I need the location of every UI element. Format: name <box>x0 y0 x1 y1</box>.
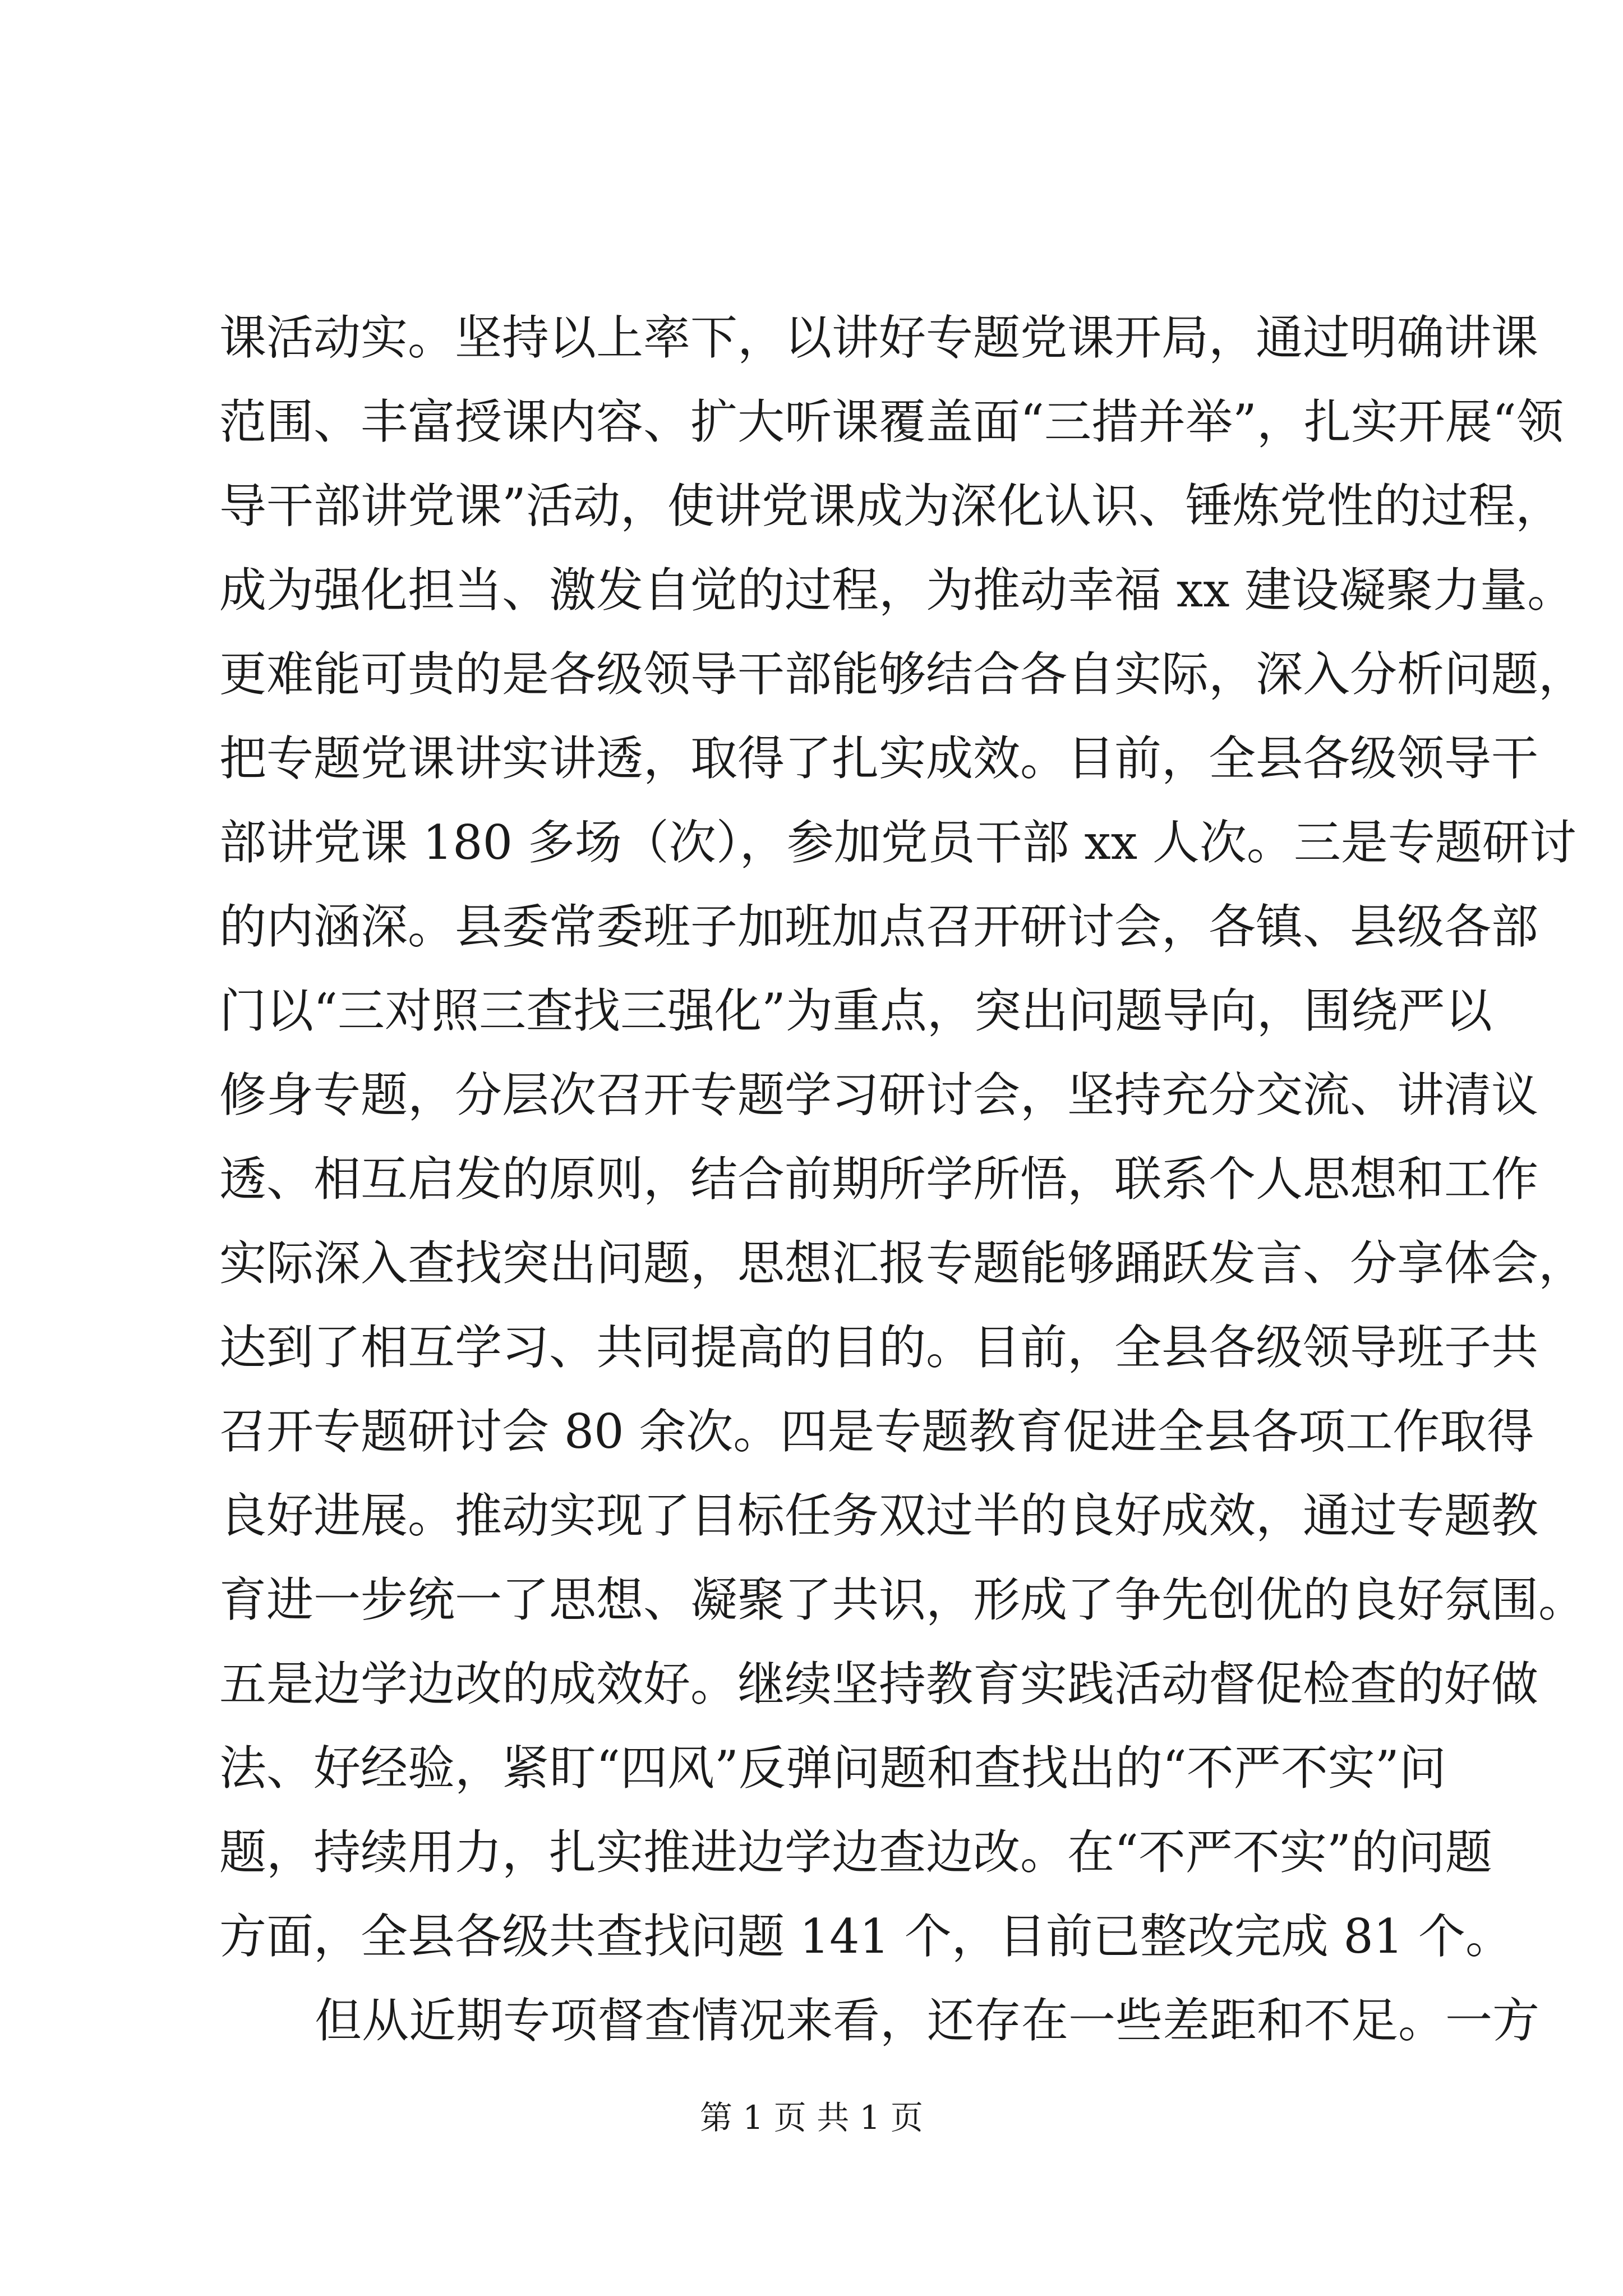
text-line: 题，持续用力，扎实推进边学边查边改。在“不严不实”的问题 <box>219 1825 1492 1880</box>
text-line: 达到了相互学习、共同提高的目的。目前，全县各级领导班子共 <box>219 1320 1539 1375</box>
text-line: 五是边学边改的成效好。继续坚持教育实践活动督促检查的好做 <box>219 1657 1539 1711</box>
text-line: 召开专题研讨会 80 余次。四是专题教育促进全县各项工作取得 <box>219 1404 1534 1459</box>
text-line: 方面，全县各级共查找问题 141 个，目前已整改完成 81 个。 <box>219 1909 1513 1964</box>
text-line: 的内涵深。县委常委班子加班加点召开研讨会，各镇、县级各部 <box>219 899 1539 954</box>
text-line: 导干部讲党课”活动，使讲党课成为深化认识、锤炼党性的过程， <box>219 478 1562 533</box>
page-footer: 第 1 页 共 1 页 <box>700 2099 923 2137</box>
text-line: 透、相互启发的原则，结合前期所学所悟，联系个人思想和工作 <box>219 1152 1539 1207</box>
text-line: 实际深入查找突出问题，思想汇报专题能够踊跃发言、分享体会， <box>219 1236 1586 1291</box>
text-line: 法、好经验，紧盯“四风”反弹问题和查找出的“不严不实”问 <box>219 1741 1446 1796</box>
text-line: 良好进展。推动实现了目标任务双过半的良好成效，通过专题教 <box>219 1488 1539 1543</box>
text-line: 门以“三对照三查找三强化”为重点，突出问题导向，围绕严以 <box>219 983 1492 1038</box>
text-line: 部讲党课 180 多场（次），参加党员干部 xx 人次。三是专题研讨 <box>219 815 1576 870</box>
text-line: 课活动实。坚持以上率下，以讲好专题党课开局，通过明确讲课 <box>219 310 1539 365</box>
text-line: 把专题党课讲实讲透，取得了扎实成效。目前，全县各级领导干 <box>219 731 1539 786</box>
text-line: 范围、丰富授课内容、扩大听课覆盖面“三措并举”，扎实开展“领 <box>219 394 1564 449</box>
text-line: 修身专题，分层次召开专题学习研讨会，坚持充分交流、讲清议 <box>219 1068 1539 1122</box>
text-line: 育进一步统一了思想、凝聚了共识，形成了争先创优的良好氛围。 <box>219 1572 1586 1627</box>
text-line: 成为强化担当、激发自觉的过程，为推动幸福 xx 建设凝聚力量。 <box>219 563 1575 618</box>
paragraph-first-line: 但从近期专项督查情况来看，还存在一些差距和不足。一方 <box>315 1993 1540 2048</box>
text-line: 更难能可贵的是各级领导干部能够结合各自实际，深入分析问题， <box>219 647 1586 702</box>
document-body <box>219 296 1586 2063</box>
